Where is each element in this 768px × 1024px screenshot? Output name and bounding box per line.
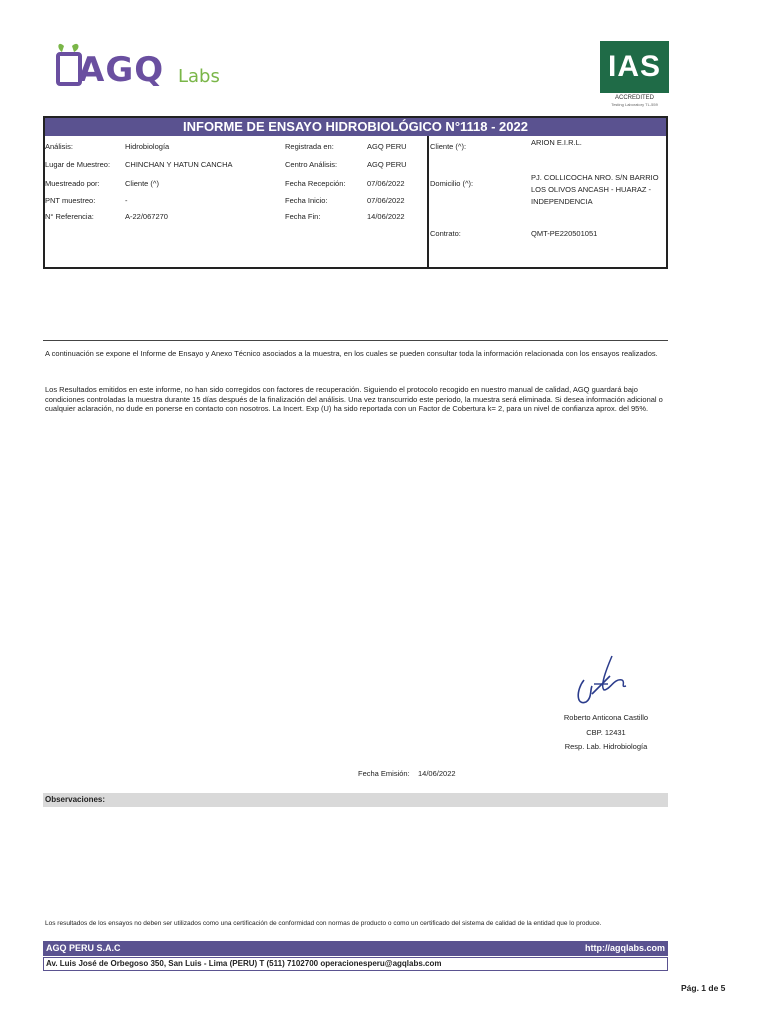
logo-labs: Labs: [178, 66, 220, 87]
inicio-value: 07/06/2022: [367, 196, 405, 205]
inicio-label: Fecha Inicio:: [285, 196, 328, 205]
ias-subtext: Testing Laboratory TL-559: [611, 102, 658, 107]
registrada-value: AGQ PERU: [367, 142, 407, 151]
ias-accredited: ACCREDITED: [614, 95, 654, 101]
observations-bar: Observaciones:: [43, 793, 668, 807]
handwritten-signature: [570, 650, 640, 710]
footer-url[interactable]: http://agqlabs.com: [584, 943, 665, 953]
cliente-label: Cliente (^):: [430, 142, 467, 151]
report-title: INFORME DE ENSAYO HIDROBIOLÓGICO N°1118 - 2022: [45, 118, 666, 136]
domicilio-label: Domicilio (^):: [430, 179, 474, 188]
muestreado-value: Cliente (^): [125, 179, 159, 188]
signer-cbp: CBP. 12431: [586, 728, 626, 737]
muestreado-label: Muestreado por:: [45, 179, 100, 188]
pnt-label: PNT muestreo:: [45, 196, 96, 205]
pnt-value: -: [125, 196, 128, 205]
recepcion-value: 07/06/2022: [367, 179, 405, 188]
results-paragraph: Los Resultados emitidos en este informe, no han sido corregidos con factores de recuperación. Siguiendo el protocolo recogido en nuestro manual de calidad, AGQ guardará bajo condiciones controladas la muestra durante 15 días después de la finalización del análisis. Una vez transcurrido este periodo, la muestra será eliminada. Si desea información adicional o cualquier aclaración, no dude en ponerse en contacto con nosotros. La Incert. Exp (U) ha sido reportada con un Factor de Cobertura k= 2, para un nivel de confianza aprox. del 95%.: [45, 385, 663, 413]
footer-address: Av. Luis José de Orbegoso 350, San Luis - Lima (PERU) T (511) 7102700 operacionesperu@agqlabs.com: [43, 957, 668, 971]
analisis-label: Análisis:: [45, 142, 73, 151]
intro-paragraph: A continuación se expone el Informe de Ensayo y Anexo Técnico asociados a la muestra, en los cuales se pueden consultar toda la información relacionada con los ensayos realizados.: [45, 349, 658, 358]
contrato-value: QMT-PE220501051: [531, 229, 598, 238]
cliente-value: ARION E.I.R.L.: [531, 138, 582, 147]
referencia-value: A-22/067270: [125, 212, 168, 221]
recepcion-label: Fecha Recepción:: [285, 179, 346, 188]
registrada-label: Registrada en:: [285, 142, 334, 151]
lugar-label: Lugar de Muestreo:: [45, 160, 111, 169]
centro-value: AGQ PERU: [367, 160, 407, 169]
header-divider: [427, 136, 429, 269]
page-number: Pág. 1 de 5: [681, 983, 726, 993]
contrato-label: Contrato:: [430, 229, 461, 238]
footer-company: AGQ PERU S.A.C: [46, 943, 121, 953]
section-rule: [43, 340, 668, 341]
lugar-value: CHINCHAN Y HATUN CANCHA: [125, 160, 233, 169]
domicilio-value: PJ. COLLICOCHA NRO. S/N BARRIO LOS OLIVOS ANCASH - HUARAZ - INDEPENDENCIA: [531, 173, 659, 206]
emission-date: 14/06/2022: [418, 769, 456, 778]
referencia-label: N° Referencia:: [45, 212, 94, 221]
fin-label: Fecha Fin:: [285, 212, 321, 221]
emission-label: Fecha Emisión:: [358, 769, 410, 778]
signer-role: Resp. Lab. Hidrobiología: [564, 742, 648, 751]
ias-badge: IAS: [600, 41, 669, 93]
logo-brand: AGQ: [78, 50, 165, 90]
disclaimer-text: Los resultados de los ensayos no deben ser utilizados como una certificación de conformidad con normas de producto o como un certificado del sistema de calidad de la entidad que lo produce.: [45, 920, 602, 927]
signer-name: Roberto Anticona Castillo: [563, 713, 649, 722]
centro-label: Centro Análisis:: [285, 160, 338, 169]
footer-company-bar: [43, 941, 668, 956]
fin-value: 14/06/2022: [367, 212, 405, 221]
analisis-value: Hidrobiología: [125, 142, 170, 151]
